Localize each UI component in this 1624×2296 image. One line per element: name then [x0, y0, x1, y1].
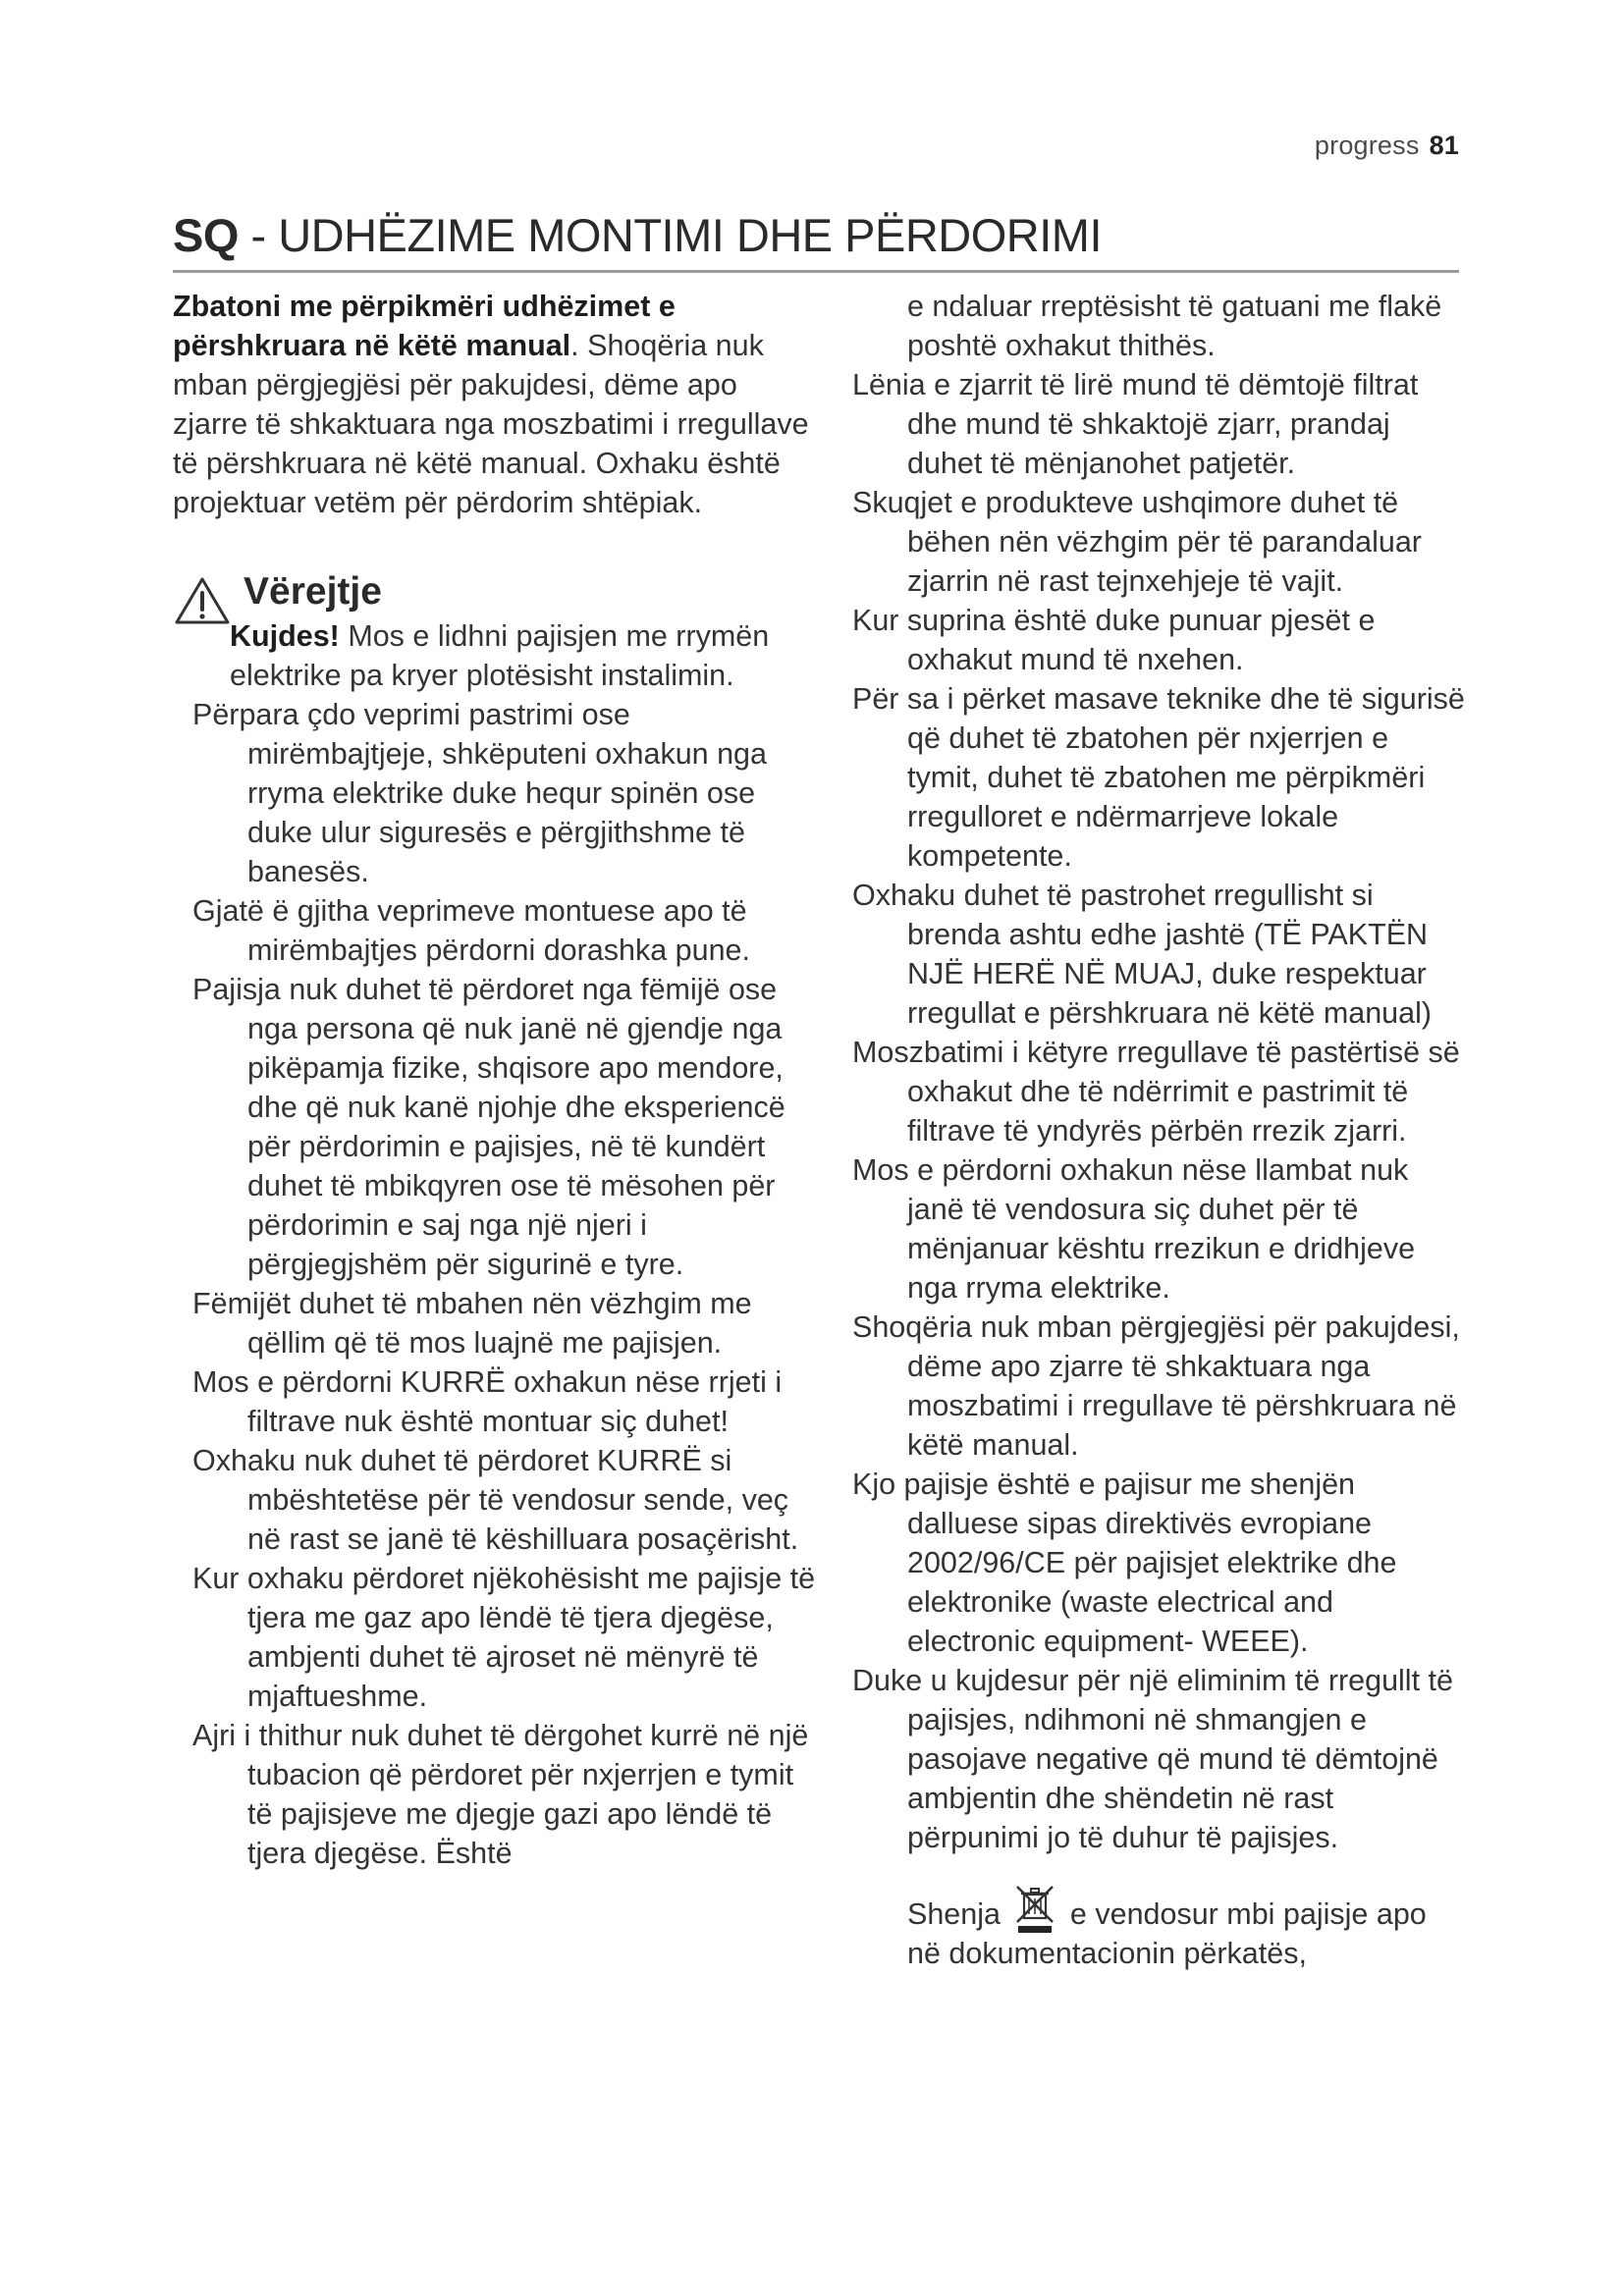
list-item: Duke u kujdesur për një eliminim të rregullt të pajisjes, ndihmoni në shmangjen e pasojave negative që mund të dëmtojnë ambjentin dhe shëndetin në rast përpunimi jo të duhur të pajisjes. [852, 1664, 1453, 1854]
list-item: Mos e përdorni oxhakun nëse llambat nuk janë të vendosura siç duhet për të mënjanuar kështu rrezikun e dridhjeve nga rryma elektrike. [852, 1153, 1416, 1305]
intro-bold: Zbatoni me përpikmëri udhëzimet e përshkruara në këtë manual [173, 290, 676, 362]
language-code: SQ [173, 209, 239, 261]
list-item: Për sa i përket masave teknike dhe të sigurisë që duhet të zbatohen për nxjerrjen e tymit, duhet të zbatohen me përpikmëri rregulloret e ndërmarrjeve lokale kompetente. [852, 682, 1465, 873]
right-column [852, 287, 1466, 2003]
warning-kujdes [173, 616, 816, 695]
kujdes-bold: Kujdes! [230, 619, 340, 653]
list-item: Fëmijët duhet të mbahen nën vëzhgim me qëllim që të mos luajnë me pajisjen. [192, 1287, 752, 1360]
intro-paragraph [173, 287, 816, 522]
list-item: Oxhaku duhet të pastrohet rregullisht si brenda ashtu edhe jashtë (TË PAKTËN NJË HERË NË MUAJ, duke respektuar rregullat e përshkruara në këtë manual) [852, 879, 1433, 1030]
list-item: Gjatë ë gjitha veprimeve montuese apo të mirëmbajtjes përdorni dorashka pune. [192, 894, 750, 967]
page-header [1315, 131, 1459, 161]
list-item: Lënia e zjarrit të lirë mund të dëmtojë filtrat dhe mund të shkaktojë zjarr, prandaj duhet të mënjanohet patjetër. [852, 368, 1419, 480]
title-divider [173, 270, 1459, 273]
left-items-list [173, 695, 816, 1873]
kujdes-rest: Mos e lidhni pajisjen me rrymën elektrike pa kryer plotësisht instalimin. [230, 619, 770, 692]
list-item: Kur suprina është duke punuar pjesët e oxhakut mund të nxehen. [852, 604, 1376, 676]
symbol-text-after: e vendosur mbi pajisje apo në dokumentacionin përkatës, [907, 1897, 1427, 1970]
page-title [173, 208, 1459, 263]
list-item: Përpara çdo veprimi pastrimi ose mirëmbajtjeje, shkëputeni oxhakun nga rryma elektrike duke hequr spinën ose duke ulur siguresës e përgjithshme të banesës. [192, 698, 767, 888]
title-text: - UDHËZIME MONTIMI DHE PËRDORIMI [238, 209, 1103, 261]
page-number: 81 [1429, 131, 1459, 160]
list-item: Kjo pajisje është e pajisur me shenjën dalluese sipas direktivës evropiane 2002/96/CE për pajisjet elektrike dhe elektronike (waste electrical and electronic equipment- WEEE). [852, 1468, 1397, 1658]
list-item: Shoqëria nuk mban përgjegjësi për pakujdesi, dëme apo zjarre të shkaktuara nga moszbatimi i rregullave të përshkruara në këtë manual. [852, 1310, 1460, 1462]
list-item: Skuqjet e produkteve ushqimore duhet të bëhen nën vëzhgim për të parandaluar zjarrin në rast tejnxehjeje të vajit. [852, 486, 1422, 598]
list-item: Moszbatimi i këtyre rregullave të pastërtisë së oxhakut dhe të ndërrimit e pastrimit të filtrave të yndyrës përbën rrezik zjarri. [852, 1036, 1460, 1148]
list-item: Kur oxhaku përdoret njëkohësisht me pajisje të tjera me gaz apo lëndë të tjera djegëse, ambjenti duhet të ajroset në mënyrë të mjaftueshme. [192, 1562, 816, 1713]
intro-rest: . Shoqëria nuk mban përgjegjësi për pakujdesi, dëme apo zjarre të shkaktuara nga moszbatimi i rregullave të përshkruara në këtë manual. Oxhaku është projektuar vetëm për përdorim shtëpiak. [173, 329, 809, 519]
symbol-text-before: Shenja [907, 1897, 1009, 1931]
list-item: Ajri i thithur nuk duhet të dërgohet kurrë në një tubacion që përdoret për nxjerrjen e tymit të pajisjeve me djegje gazi apo lëndë të tjera djegëse. Është [192, 1719, 809, 1870]
weee-crossed-bin-icon [1012, 1883, 1057, 1934]
continued-paragraph: e ndaluar rreptësisht të gatuani me flakë poshtë oxhakut thithës. [907, 290, 1442, 362]
symbol-paragraph [852, 1883, 1466, 1973]
left-column [173, 287, 816, 1873]
brand-name: progress [1314, 131, 1420, 160]
list-item: Mos e përdorni KURRË oxhakun nëse rrjeti i filtrave nuk është montuar siç duhet! [192, 1365, 783, 1438]
list-item: Pajisja nuk duhet të përdoret nga fëmijë ose nga persona që nuk janë në gjendje nga pikëpamja fizike, shqisore apo mendore, dhe që nuk kanë njohje dhe eksperiencë për përdorimin e pajisjes, në të kundërt duhet të mbikqyren ose të mësohen për përdorimin e saj nga një njeri i përgjegjshëm për sigurinë e tyre. [192, 973, 785, 1281]
list-item: Oxhaku nuk duhet të përdoret KURRË si mbështetëse për të vendosur sende, veç në rast se janë të këshilluara posaçërisht. [192, 1444, 799, 1556]
warning-title: Vërejtje [244, 570, 382, 613]
warning-triangle-icon [173, 575, 232, 626]
warning-heading [173, 570, 816, 616]
